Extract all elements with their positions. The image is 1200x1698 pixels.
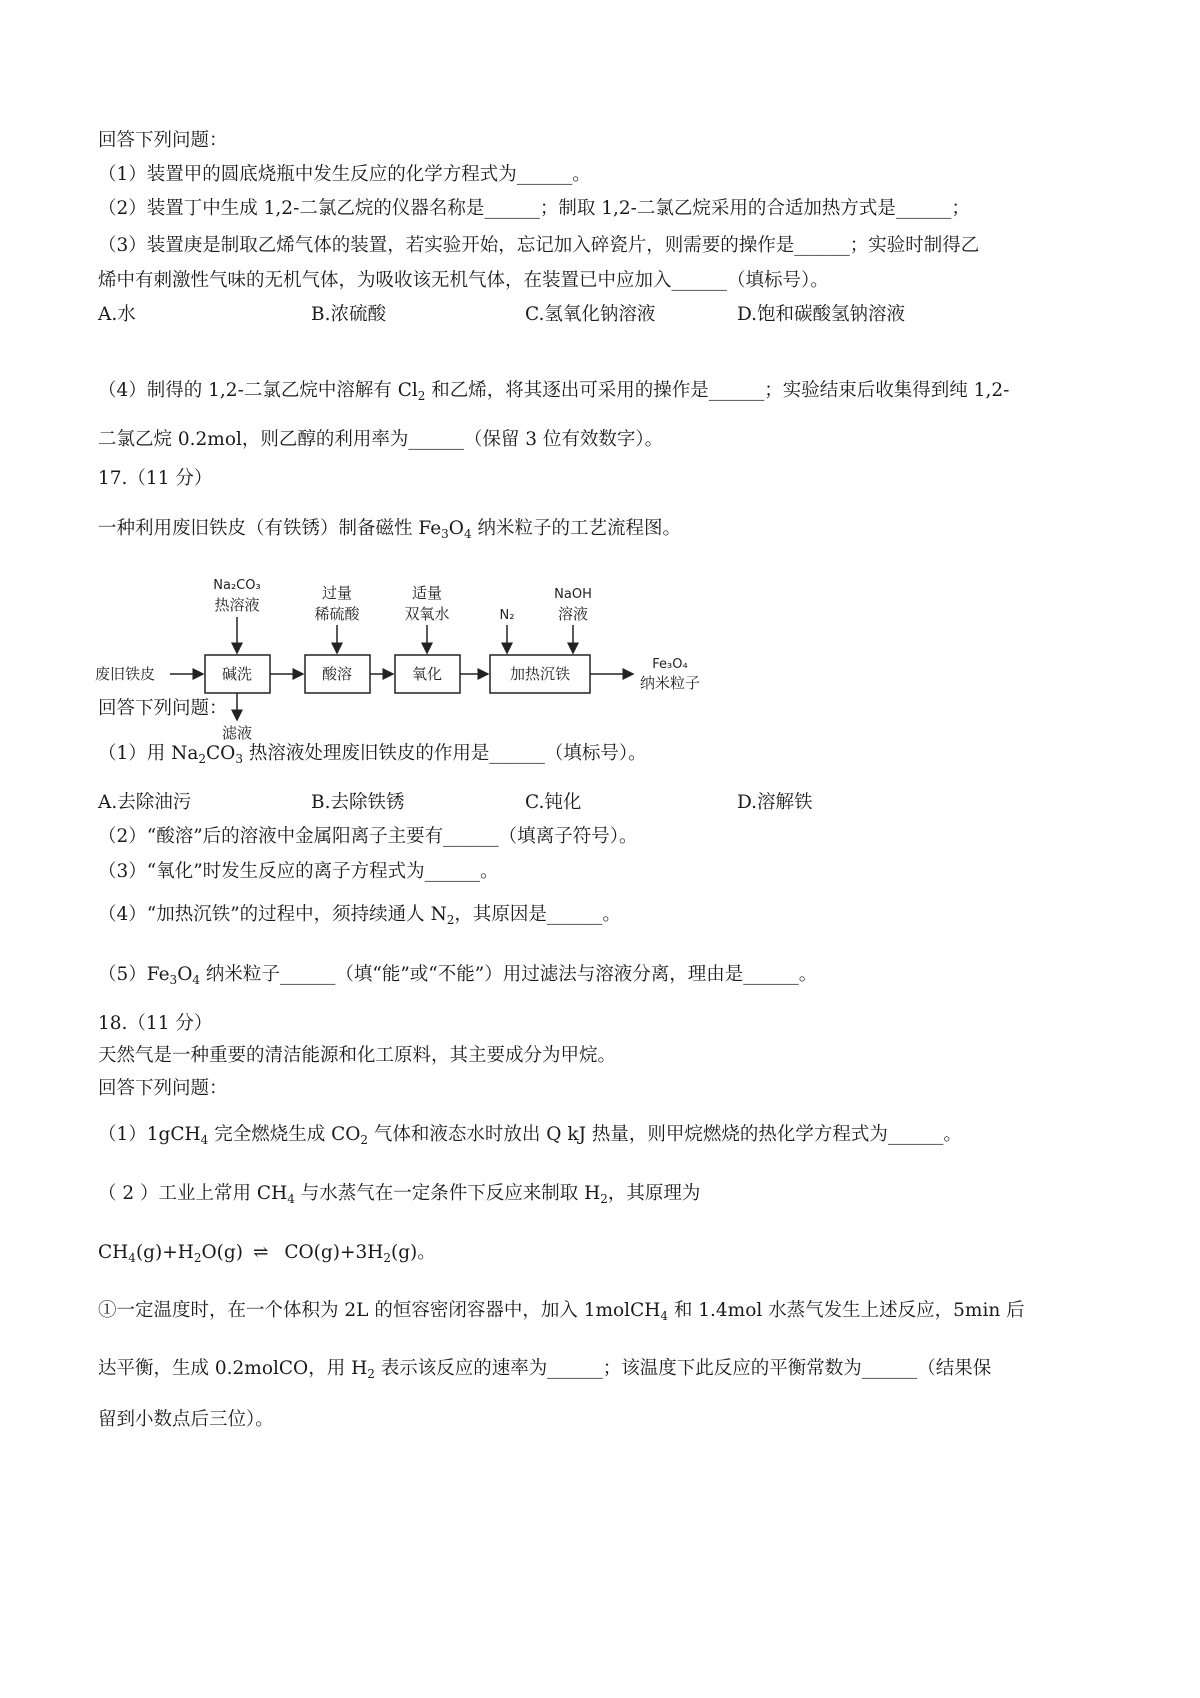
q17-option-c: C.钝化 — [525, 792, 582, 813]
q17-header: 17.（11 分） — [98, 468, 213, 489]
q16-option-b: B.浓硫酸 — [311, 304, 386, 325]
q17-prompt: 回答下列问题： — [98, 698, 228, 719]
q18-part2-sub1-line2: 达平衡，生成 0.2molCO，用 $H_2$ 表示该反应的速率为______；该温度下此反应的平衡常数为______（结果保 — [98, 1358, 992, 1381]
q17-part1: （1）用 $Na_2CO_3$ 热溶液处理废旧铁皮的作用是______（填标号）。 — [98, 743, 647, 766]
flow-box-oxidation-label: 氧化 — [411, 665, 443, 683]
flow-input-naoh: NaOH — [554, 587, 592, 602]
q18-part1: （1）1gCH$_4$ 完全燃烧生成 $CO_2$ 气体和液态水时放出 Q kJ 热量，则甲烷燃烧的热化学方程式为______。 — [98, 1124, 962, 1147]
q17-option-b: B.去除铁锈 — [311, 792, 405, 813]
q16-part4-line1: （4）制得的 1,2-二氯乙烷中溶解有 $Cl_2$ 和乙烯，将其逐出可采用的操作是______；实验结束后收集得到纯 1,2- — [98, 380, 1010, 403]
flow-box-alkali-wash-label: 碱洗 — [221, 665, 253, 683]
flow-input-n2: N₂ — [499, 608, 515, 623]
q18-part2-sub1-line1: ①一定温度时，在一个体积为 2L 的恒容密闭容器中，加入 1molCH$_4$ 和 1.4mol 水蒸气发生上述反应，5min 后 — [98, 1300, 1025, 1323]
flow-box-heat-precipitate-label: 加热沉铁 — [509, 665, 571, 683]
q17-part3: （3）“氧化”时发生反应的离子方程式为______。 — [98, 861, 499, 882]
q17-part2: （2）“酸溶”后的溶液中金属阳离子主要有______（填离子符号）。 — [98, 826, 638, 847]
flow-box-acid-dissolve-label: 酸溶 — [321, 665, 353, 683]
q16-part3-line2: 烯中有刺激性气味的无机气体，为吸收该无机气体，在装置已中应加入______（填标号）。 — [98, 270, 829, 291]
flow-input-na2co3-desc: 热溶液 — [214, 596, 260, 614]
q17-part4: （4）“加热沉铁”的过程中，须持续通人 $N_2$，其原因是______。 — [98, 904, 621, 927]
q16-prompt: 回答下列问题： — [98, 130, 228, 151]
q17-option-d: D.溶解铁 — [737, 792, 813, 813]
flow-input-h2o2: 双氧水 — [404, 605, 450, 623]
q16-part2: （2）装置丁中生成 1,2-二氯乙烷的仪器名称是______；制取 1,2-二氯乙烷采用的合适加热方式是______； — [98, 198, 970, 219]
q17-part5: $(5)Fe_3O_4$ 纳米粒子______（填“能”或“不能”）用过滤法与溶液分离，理由是______。 — [98, 964, 818, 987]
flow-input-acid-qty: 过量 — [321, 584, 353, 602]
q18-part2-sub1-line3: 留到小数点后三位）。 — [98, 1409, 274, 1430]
flow-start-label: 废旧铁皮 — [95, 665, 156, 683]
q17-option-a: A.去除油污 — [98, 792, 192, 813]
q18-prompt: 回答下列问题： — [98, 1078, 228, 1099]
flow-output-nanoparticles: 纳米粒子 — [639, 674, 701, 692]
flow-output-fe3o4: Fe₃O₄ — [652, 657, 688, 672]
q18-intro: 天然气是一种重要的清洁能源和化工原料，其主要成分为甲烷。 — [98, 1045, 617, 1066]
q16-option-d: D.饱和碳酸氢钠溶液 — [737, 304, 906, 325]
flow-input-naoh-desc: 溶液 — [557, 605, 589, 623]
q16-part3-line1: （3）装置庚是制取乙烯气体的装置，若实验开始，忘记加入碎瓷片，则需要的操作是______；实验时制得乙 — [98, 235, 980, 256]
q18-part2: （ 2 ）工业上常用 $CH_4$ 与水蒸气在一定条件下反应来制取 $H_2$，其原理为 — [98, 1183, 701, 1206]
q18-equation: $CH_4(g)+H_2O(g)$ ⇌ $CO(g)+3H_2(g)$。 — [98, 1242, 436, 1265]
flow-waste-filtrate: 滤液 — [221, 724, 253, 742]
q16-part1: （1）装置甲的圆底烧瓶中发生反应的化学方程式为______。 — [98, 164, 591, 185]
q16-option-a: A.水 — [98, 304, 136, 325]
equilibrium-arrow-icon: ⇌ — [252, 1242, 269, 1263]
flow-input-na2co3: Na₂CO₃ — [213, 578, 261, 593]
flow-input-h2o2-qty: 适量 — [411, 584, 443, 602]
q17-intro: 一种利用废旧铁皮（有铁锈）制备磁性 $Fe_3O_4$ 纳米粒子的工艺流程图。 — [98, 518, 681, 541]
q16-option-c: C.氢氧化钠溶液 — [525, 304, 656, 325]
flow-input-acid: 稀硫酸 — [314, 605, 360, 623]
q16-part4-line2: 二氯乙烷 0.2mol，则乙醇的利用率为______（保留 3 位有效数字）。 — [98, 429, 664, 450]
q18-header: 18.（11 分） — [98, 1013, 213, 1034]
